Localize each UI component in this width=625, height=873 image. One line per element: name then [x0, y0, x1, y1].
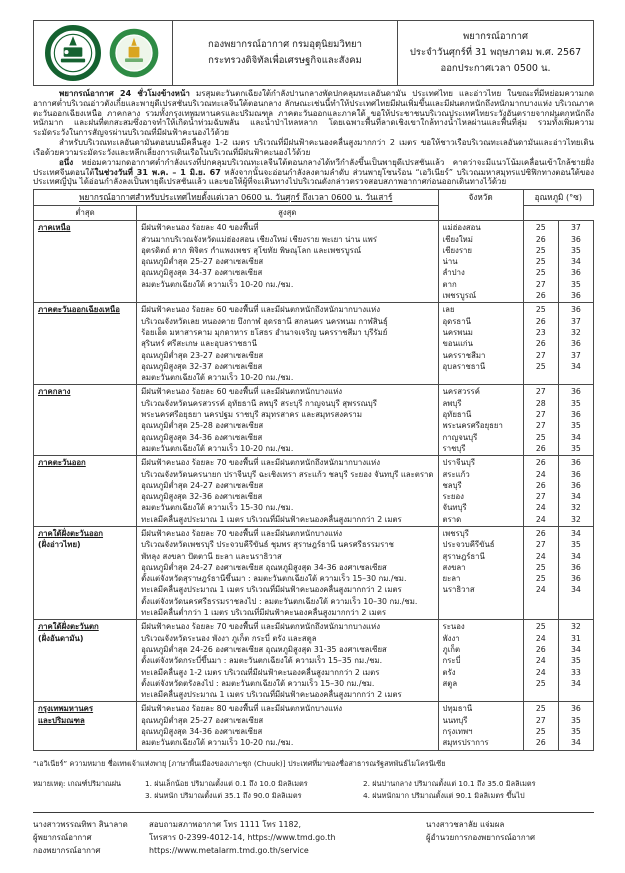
province-min-temp: 24	[535, 503, 546, 513]
province-name: ปราจีนบุรี	[442, 458, 476, 468]
metalarm-website-link[interactable]: https://www.metalarm.tmd.go.th/service	[149, 845, 309, 855]
region-name: ภาคกลาง	[38, 387, 71, 397]
province-min-temp: 27	[535, 350, 546, 360]
forecast-line: มีฝนฟ้าคะนอง ร้อยละ 40 ของพื้นที่	[141, 223, 259, 233]
province-max-temp: 31	[570, 633, 581, 643]
region-description-cell	[137, 620, 438, 702]
province-name: ลำปาง	[442, 268, 465, 278]
province-max-temp: 34	[570, 551, 581, 561]
province-max-temp: 34	[570, 678, 581, 688]
province-max-temp: 32	[570, 327, 581, 337]
province-min-temp: 24	[535, 469, 546, 479]
forecast-line: บริเวณจังหวัดนครนายก ปราจีนบุรี ฉะเชิงเทรา สระแก้ว ชลบุรี ระยอง จันทบุรี และตราด	[141, 469, 434, 479]
province-min-temp: 25	[535, 223, 546, 233]
region-row	[34, 702, 594, 750]
forecast-line: ทะเลมีคลื่นต่ำกว่า 1 เมตร บริเวณที่มีฝนฟ้าคะนองคลื่นสูงมากกว่า 2 เมตร	[141, 608, 387, 618]
province-min-temp: 25	[535, 678, 546, 688]
province-name: ยะลา	[442, 574, 461, 584]
province-max-temp: 36	[570, 574, 581, 584]
province-name: ตราด	[442, 514, 462, 524]
paragraph-lead: พยากรณ์อากาศ 24 ชั่วโมงข้างหน้า	[59, 89, 190, 98]
province-list-cell	[438, 527, 523, 620]
province-name: จันทบุรี	[442, 503, 467, 513]
province-max-temp: 35	[570, 715, 581, 725]
province-name: สระแก้ว	[442, 469, 470, 479]
province-min-temp: 24	[535, 585, 546, 595]
min-temp-cell	[523, 702, 558, 750]
province-name: ราชบุรี	[442, 443, 466, 453]
province-min-temp: 26	[535, 480, 546, 490]
province-max-temp: 36	[570, 291, 581, 301]
forecast-line: ลมตะวันตกเฉียงใต้ ความเร็ว 10-20 กม./ชม.	[141, 738, 294, 748]
province-min-temp: 28	[535, 398, 546, 408]
province-max-temp: 34	[570, 361, 581, 371]
province-min-temp: 24	[535, 633, 546, 643]
province-max-temp: 35	[570, 656, 581, 666]
province-min-temp: 27	[535, 387, 546, 397]
province-min-temp: 26	[535, 458, 546, 468]
forecast-line: บริเวณจังหวัดนครสวรรค์ อุทัยธานี ลพบุรี สระบุรี กาญจนบุรี สุพรรณบุรี	[141, 398, 377, 408]
forecast-line: ทะเลมีคลื่นสูงประมาณ 1 เมตร บริเวณที่มีฝนฟ้าคะนองคลื่นสูงมากกว่า 2 เมตร	[141, 514, 402, 524]
province-min-temp: 27	[535, 540, 546, 550]
province-max-temp: 32	[570, 622, 581, 632]
province-min-temp: 27	[535, 410, 546, 420]
province-name: เพชรบูรณ์	[442, 291, 477, 301]
province-max-temp: 35	[570, 727, 581, 737]
rain-criteria-label: หมายเหตุ: เกณฑ์ปริมาณฝน	[33, 778, 122, 788]
forecast-line: ตั้งแต่จังหวัดตรังลงไป : ลมตะวันตกเฉียงใต้ ความเร็ว 15–30 กม./ชม.	[141, 678, 375, 688]
province-min-temp: 25	[535, 574, 546, 584]
forecast-line: ทะเลมีคลื่นสูงประมาณ 1 เมตร บริเวณที่มีฝนฟ้าคะนองคลื่นสูงมากกว่า 2 เมตร	[141, 585, 402, 595]
province-max-temp: 34	[570, 492, 581, 502]
forecast-line: อุตรดิตถ์ ตาก พิจิตร กำแพงเพชร สุโขทัย พิษณุโลก และเพชรบูรณ์	[141, 245, 362, 255]
forecast-line: มีฝนฟ้าคะนอง ร้อยละ 70 ของพื้นที่ และมีฝนตกหนักถึงหนักมากบางแห่ง	[141, 458, 381, 468]
storm-period-bold: ในช่วงวันที่ 31 พ.ค. – 1 มิ.ย. 67	[94, 167, 221, 177]
forecast-line: อุณหภูมิต่ำสุด 25-28 องศาเซลเซียส	[141, 421, 264, 431]
province-name: นนทบุรี	[442, 715, 468, 725]
rain-criteria-item: 2. ฝนปานกลาง ปริมาณตั้งแต่ 10.1 ถึง 35.0 มิลลิเมตร	[363, 778, 536, 788]
province-name: ประจวบคีรีขันธ์	[442, 540, 495, 550]
province-name: อุดรธานี	[442, 316, 471, 326]
forecaster-signature	[33, 818, 149, 857]
province-max-temp: 36	[570, 480, 581, 490]
province-min-temp: 25	[535, 622, 546, 632]
region-row	[34, 303, 594, 385]
region-row	[34, 221, 594, 303]
province-max-temp: 35	[570, 245, 581, 255]
province-max-temp: 34	[570, 644, 581, 654]
province-max-temp: 36	[570, 562, 581, 572]
region-description-cell	[137, 221, 438, 303]
province-max-temp: 34	[570, 529, 581, 538]
region-description-cell	[137, 456, 438, 527]
province-min-temp: 25	[535, 432, 546, 442]
forecast-line: อุณหภูมิสูงสุด 34-37 องศาเซลเซียส	[141, 268, 263, 278]
province-min-temp: 27	[535, 492, 546, 502]
province-min-temp: 25	[535, 361, 546, 371]
min-temp-cell	[523, 456, 558, 527]
bulletin-meta	[397, 21, 593, 85]
province-min-temp: 24	[535, 656, 546, 666]
forecast-line: อุณหภูมิต่ำสุด 24-27 องศาเซลเซียส	[141, 480, 264, 490]
region-name: ภาคใต้ฝั่งตะวันออก	[38, 529, 104, 538]
province-name: กรุงเทพฯ	[442, 727, 473, 737]
forecast-line: อุณหภูมิต่ำสุด 23-27 องศาเซลเซียส	[141, 350, 264, 360]
forecast-line: ทะเลมีคลื่นสูงประมาณ 1 เมตร บริเวณที่มีฝนฟ้าคะนองคลื่นสูงมากกว่า 2 เมตร	[141, 690, 402, 700]
region-name-cell	[34, 303, 137, 385]
region-name-cell	[34, 385, 137, 456]
province-max-temp: 35	[570, 398, 581, 408]
province-name: ระนอง	[442, 622, 465, 632]
province-min-temp: 25	[535, 305, 546, 315]
forecast-line: ลมตะวันตกเฉียงใต้ ความเร็ว 15-30 กม./ชม.	[141, 503, 294, 513]
province-max-temp: 36	[570, 704, 581, 714]
forecast-line: พัทลุง สงขลา ปัตตานี ยะลา และนราธิวาส	[141, 551, 282, 561]
province-max-temp: 32	[570, 514, 581, 524]
province-max-temp: 37	[570, 316, 581, 326]
province-min-temp: 25	[535, 704, 546, 714]
max-temp-cell	[558, 221, 593, 303]
province-min-temp: 27	[535, 715, 546, 725]
column-header-max-temp: สูงสุด	[137, 206, 438, 221]
forecast-line: อุณหภูมิต่ำสุด 25-27 องศาเซลเซียส	[141, 715, 264, 725]
forecast-line: มีฝนฟ้าคะนอง ร้อยละ 70 ของพื้นที่ และมีฝนตกหนักถึงหนักมากบางแห่ง	[141, 622, 381, 632]
bulletin-issue-time: ออกประกาศเวลา 0500 น.	[440, 63, 551, 75]
province-name: อุทัยธานี	[442, 410, 472, 420]
forecast-line: บริเวณจังหวัดเพชรบุรี ประจวบคีรีขันธ์ ชุมพร สุราษฎร์ธานี นครศรีธรรมราช	[141, 540, 394, 550]
forecast-line: มีฝนฟ้าคะนอง ร้อยละ 60 ของพื้นที่ และมีฝนตกหนักบางแห่ง	[141, 387, 343, 397]
region-name: และปริมณฑล	[38, 715, 85, 725]
region-description-cell	[137, 527, 438, 620]
province-min-temp: 24	[535, 667, 546, 677]
column-header-min-temp: ต่ำสุด	[34, 206, 137, 221]
province-min-temp: 25	[535, 245, 546, 255]
paragraph-text: มรสุมตะวันตกเฉียงใต้กำลังปานกลางพัดปกคลุมทะเลอันดามัน ประเทศไทย และอ่าวไทย ในขณะที่มีหย่อมความกดอากาศต่ำบริเวณอ่าวตังเกี๋ยและพายุดีเปรสชันบริเวณทะเลจีนใต้ตอนกลาง ลักษณะเช่นนี้ทำให้ประเทศไทยมีฝนเพิ่มขึ้นและมีฝนตกหนักถึงหนักมากบางแห่ง บริเวณภาคตะวันออกเฉียงเหนือ ภาคกลาง รวมทั้งกรุงเทพมหานครและปริมณฑล ภาคตะวันออกและภาคใต้ ขอให้ประชาชนบริเวณประเทศไทยระวังอันตรายจากฝนตกหนักถึงหนักมาก และฝนที่ตกสะสมซึ่งอาจทำให้เกิดน้ำท่วมฉับพลัน และน้ำป่าไหลหลาก โดยเฉพาะพื้นที่ลาดเชิงเขาใกล้ทางน้ำไหลผ่านและพื้นที่ลุ่ม รวมทั้งเพิ่มความระมัดระวังในการสัญจรผ่านบริเวณที่มีฝนฟ้าคะนองไว้ด้วย	[33, 89, 594, 138]
province-name: ปทุมธานี	[442, 704, 473, 714]
paragraph-storm-advisory	[33, 158, 594, 187]
column-header-province: จังหวัด	[438, 190, 523, 221]
province-max-temp: 36	[570, 458, 581, 468]
document-footer	[33, 812, 594, 857]
min-temp-cell	[523, 385, 558, 456]
forecast-line: ลมตะวันตกเฉียงใต้ ความเร็ว 10-20 กม./ชม.	[141, 373, 294, 383]
province-name: ชลบุรี	[442, 480, 462, 490]
bulletin-title: พยากรณ์อากาศ	[463, 30, 528, 42]
province-list-cell	[438, 303, 523, 385]
rain-criteria-item: 1. ฝนเล็กน้อย ปริมาณตั้งแต่ 0.1 ถึง 10.0 มิลลิเมตร	[145, 778, 308, 788]
province-name: น่าน	[442, 257, 458, 267]
max-temp-cell	[558, 620, 593, 702]
max-temp-cell	[558, 456, 593, 527]
max-temp-cell	[558, 303, 593, 385]
province-max-temp: 34	[570, 738, 581, 748]
province-min-temp: 27	[535, 279, 546, 289]
table-header-row-1	[34, 190, 594, 206]
forecast-line: มีฝนฟ้าคะนอง ร้อยละ 80 ของพื้นที่ และมีฝนตกหนักบางแห่ง	[141, 704, 343, 714]
contact-phone: สอบถามสภาพอากาศ โทร 1111 โทร 1182,	[149, 819, 302, 829]
province-name: พระนครศรีอยุธยา	[442, 421, 503, 431]
region-row	[34, 385, 594, 456]
province-min-temp: 26	[535, 234, 546, 244]
forecast-line: อุณหภูมิต่ำสุด 24-26 องศาเซลเซียส อุณหภูมิสูงสุด 31-35 องศาเซลเซียส	[141, 644, 387, 654]
paragraph-sea-conditions: สำหรับบริเวณทะเลอันดามันตอนบนมีคลื่นสูง 1-2 เมตร บริเวณที่มีฝนฟ้าคะนองคลื่นสูงมากกว่า 2 เมตร ขอให้ชาวเรือบริเวณทะเลอันดามันและอ่าวไทยเดินเรือด้วยความระมัดระวังและหลีกเลี่ยงการเดินเรือในบริเวณที่มีฝนฟ้าคะนองไว้ด้วย	[33, 138, 594, 157]
forecast-line: มีฝนฟ้าคะนอง ร้อยละ 70 ของพื้นที่ และมีฝนตกหนักบางแห่ง	[141, 529, 343, 538]
province-name: เพชรบุรี	[442, 529, 469, 538]
province-name: นครสวรรค์	[442, 387, 480, 397]
region-name: ภาคตะวันออก	[38, 458, 86, 468]
province-name: เชียงใหม่	[442, 234, 473, 244]
province-max-temp: 32	[570, 503, 581, 513]
province-name: สตูล	[442, 678, 458, 688]
max-temp-cell	[558, 702, 593, 750]
director-name: นางสาวชลาลัย แจ่มผล	[426, 819, 505, 829]
bulletin-date: ประจำวันศุกร์ที่ 31 พฤษภาคม พ.ศ. 2567	[409, 46, 582, 58]
province-max-temp: 36	[570, 469, 581, 479]
province-min-temp: 26	[535, 316, 546, 326]
rain-criteria-note	[33, 779, 594, 802]
forecast-line: อุณหภูมิสูงสุด 32-37 องศาเซลเซียส	[141, 361, 263, 371]
forecaster-title: ผู้พยากรณ์อากาศ	[33, 832, 92, 842]
forecast-line: สุรินทร์ ศรีสะเกษ และอุบลราชธานี	[141, 339, 258, 349]
province-min-temp: 25	[535, 257, 546, 267]
forecast-line: ลมตะวันตกเฉียงใต้ ความเร็ว 10-20 กม./ชม.	[141, 279, 294, 289]
director-title: ผู้อำนวยการกองพยากรณ์อากาศ	[426, 832, 536, 842]
forecast-table-body	[34, 221, 594, 750]
province-max-temp: 34	[570, 432, 581, 442]
min-temp-cell	[523, 620, 558, 702]
region-name-cell	[34, 702, 137, 750]
province-max-temp: 35	[570, 540, 581, 550]
table-title: พยากรณ์อากาศสำหรับประเทศไทยตั้งแต่เวลา 0600 น. วันศุกร์ ถึงเวลา 0600 น. วันเสาร์	[34, 190, 439, 206]
province-max-temp: 37	[570, 350, 581, 360]
province-max-temp: 34	[570, 257, 581, 267]
province-name: สมุทรปราการ	[442, 738, 489, 748]
tmd-seal-icon	[107, 26, 161, 80]
region-description-cell	[137, 303, 438, 385]
province-name: สงขลา	[442, 562, 466, 572]
forecast-line: บริเวณจังหวัดระนอง พังงา ภูเก็ต กระบี่ ตรัง และสตูล	[141, 633, 317, 643]
forecast-summary	[33, 89, 594, 187]
region-name-cell	[34, 620, 137, 702]
province-name: ตรัง	[442, 667, 456, 677]
province-name: แม่ฮ่องสอน	[442, 223, 481, 233]
province-max-temp: 36	[570, 305, 581, 315]
region-name-cell	[34, 527, 137, 620]
paragraph-text: หย่อมความกดอากาศต่ำกำลังแรงที่ปกคลุมบริเวณทะเลจีนใต้ตอนกลางได้ทวีกำลังขึ้นเป็นพายุดีเปรสชันแล้ว คาดว่าจะมีแนวโน้มเคลื่อนเข้าใกล้ชายฝั่งประเทศจีนตอนใต้	[33, 157, 594, 177]
min-temp-cell	[523, 527, 558, 620]
province-name: สุราษฎร์ธานี	[442, 551, 485, 561]
province-min-temp: 25	[535, 268, 546, 278]
column-header-temperature: อุณหภูมิ (°ซ)	[523, 190, 593, 206]
forecast-line: บริเวณจังหวัดเลย หนองคาย บึงกาฬ อุดรธานี สกลนคร นครพนม กาฬสินธุ์	[141, 316, 388, 326]
province-min-temp: 26	[535, 529, 546, 538]
region-description-cell	[137, 385, 438, 456]
province-name: กระบี่	[442, 656, 461, 666]
region-name: กรุงเทพมหานคร	[38, 704, 94, 714]
director-signature	[426, 818, 594, 857]
forecast-line: มีฝนฟ้าคะนอง ร้อยละ 60 ของพื้นที่ และมีฝนตกหนักถึงหนักมากบางแห่ง	[141, 305, 381, 315]
province-list-cell	[438, 385, 523, 456]
max-temp-cell	[558, 527, 593, 620]
storm-name-note: “เอวิเนียร์” ความหมาย ชื่อเทพเจ้าแห่งพายุ [ภาษาพื้นเมืองของเกาะชุก (Chuuk)] ประเทศที่มาของชื่อสาธารณรัฐสหพันธ์ไมโครนีเซีย	[33, 758, 446, 768]
province-min-temp: 26	[535, 738, 546, 748]
document-header	[33, 20, 594, 86]
province-min-temp: 26	[535, 291, 546, 301]
province-max-temp: 36	[570, 268, 581, 278]
contact-info	[149, 818, 426, 857]
region-row	[34, 456, 594, 527]
province-name: ลพบุรี	[442, 398, 462, 408]
forecast-line: ตั้งแต่จังหวัดนครศรีธรรมราชลงไป : ลมตะวันตกเฉียงใต้ ความเร็ว 10–30 กม./ชม.	[141, 596, 418, 606]
province-list-cell	[438, 702, 523, 750]
province-min-temp: 25	[535, 562, 546, 572]
forecast-line: ลมตะวันตกเฉียงใต้ ความเร็ว 10-20 กม./ชม.	[141, 443, 294, 453]
rain-criteria-item: 4. ฝนหนักมาก ปริมาณตั้งแต่ 90.1 มิลลิเมตร ขึ้นไป	[363, 790, 525, 800]
contact-fax-website-link[interactable]: โทรสาร 0-2399-4012-14, https://www.tmd.go.th	[149, 832, 336, 842]
province-max-temp: 33	[570, 667, 581, 677]
forecaster-name: นางสาวพรรณทิพา สินาลาด	[33, 819, 128, 829]
region-row	[34, 527, 594, 620]
paragraph-text: หลังจากนั้นจะอ่อนกำลังลงตามลำดับ ส่วนพายุโซนร้อน “เอวิเนียร์” บริเวณมหาสมุทรแปซิฟิกทางตอนใต้ของประเทศญี่ปุ่น ได้อ่อนกำลังลงเป็นพายุดีเปรสชันแล้ว และขอให้ผู้ที่จะเดินทางไปบริเวณดังกล่าวตรวจสอบสภาพอากาศก่อนออกเดินทางไว้ด้วย	[33, 167, 594, 187]
forecast-line: ส่วนมากบริเวณจังหวัดแม่ฮ่องสอน เชียงใหม่ เชียงราย พะเยา น่าน แพร่	[141, 234, 377, 244]
province-name: พังงา	[442, 633, 460, 643]
province-min-temp: 27	[535, 421, 546, 431]
province-min-temp: 26	[535, 339, 546, 349]
province-list-cell	[438, 620, 523, 702]
province-max-temp: 37	[570, 223, 581, 233]
forecast-line: อุณหภูมิสูงสุด 32-36 องศาเซลเซียส	[141, 492, 263, 502]
forecaster-division: กองพยากรณ์อากาศ	[33, 845, 101, 855]
province-min-temp: 24	[535, 551, 546, 561]
province-list-cell	[438, 456, 523, 527]
province-name: นครพนม	[442, 327, 473, 337]
region-description-cell	[137, 702, 438, 750]
province-name: ระยอง	[442, 492, 464, 502]
province-name: เลย	[442, 305, 455, 315]
org-name-line1: กองพยากรณ์อากาศ กรมอุตุนิยมวิทยา	[208, 38, 362, 50]
province-name: กาญจนบุรี	[442, 432, 478, 442]
province-list-cell	[438, 221, 523, 303]
paragraph-lead: อนึ่ง	[59, 157, 74, 167]
province-name: เชียงราย	[442, 245, 472, 255]
issuing-org	[172, 21, 397, 85]
region-name: (ฝั่งอ่าวไทย)	[38, 540, 81, 550]
forecast-line: อุณหภูมิสูงสุด 34-36 องศาเซลเซียส	[141, 727, 263, 737]
paragraph-forecast-24h	[33, 89, 594, 138]
forecast-line: ทะเลมีคลื่นสูง 1-2 เมตร บริเวณที่มีฝนฟ้าคะนองคลื่นสูงมากกว่า 2 เมตร	[141, 667, 380, 677]
province-max-temp: 36	[570, 410, 581, 420]
forecast-line: อุณหภูมิต่ำสุด 24-27 องศาเซลเซียส อุณหภูมิสูงสุด 34-36 องศาเซลเซียส	[141, 562, 387, 572]
logo-cell	[34, 21, 172, 85]
min-temp-cell	[523, 221, 558, 303]
province-min-temp: 24	[535, 514, 546, 524]
rain-criteria-grid	[145, 779, 536, 802]
province-max-temp: 36	[570, 234, 581, 244]
province-min-temp: 26	[535, 644, 546, 654]
province-max-temp: 35	[570, 279, 581, 289]
org-name-line2: กระทรวงดิจิทัลเพื่อเศรษฐกิจและสังคม	[208, 55, 362, 66]
rain-criteria-item: 3. ฝนหนัก ปริมาณตั้งแต่ 35.1 ถึง 90.0 มิลลิเมตร	[145, 790, 302, 800]
province-name: อุบลราชธานี	[442, 361, 486, 371]
forecast-line: ตั้งแต่จังหวัดกระบี่ขึ้นมา : ลมตะวันตกเฉียงใต้ ความเร็ว 15–35 กม./ชม.	[141, 656, 383, 666]
region-name: ภาคใต้ฝั่งตะวันตก	[38, 622, 99, 632]
region-name: ภาคตะวันออกเฉียงเหนือ	[38, 305, 120, 315]
province-min-temp: 25	[535, 727, 546, 737]
province-max-temp: 36	[570, 339, 581, 349]
province-min-temp: 23	[535, 327, 546, 337]
forecast-line: ร้อยเอ็ด มหาสารคาม มุกดาหาร ยโสธร อำนาจเจริญ นครราชสีมา บุรีรัมย์	[141, 327, 388, 337]
min-temp-cell	[523, 303, 558, 385]
region-name-cell	[34, 221, 137, 303]
province-min-temp: 26	[535, 443, 546, 453]
province-name: นราธิวาส	[442, 585, 475, 595]
region-row	[34, 620, 594, 702]
forecast-line: ตั้งแต่จังหวัดสุราษฎร์ธานีขึ้นมา : ลมตะวันตกเฉียงใต้ ความเร็ว 15–30 กม./ชม.	[141, 574, 407, 584]
province-name: ตาก	[442, 279, 457, 289]
province-name: นครราชสีมา	[442, 350, 486, 360]
regional-forecast-table	[33, 189, 594, 750]
province-max-temp: 34	[570, 585, 581, 595]
ministry-seal-icon	[45, 25, 101, 81]
region-name: (ฝั่งอันดามัน)	[38, 633, 84, 643]
region-name-cell	[34, 456, 137, 527]
forecast-line: อุณหภูมิสูงสุด 34-36 องศาเซลเซียส	[141, 432, 263, 442]
province-name: ภูเก็ต	[442, 644, 461, 654]
province-name: ขอนแก่น	[442, 339, 473, 349]
max-temp-cell	[558, 385, 593, 456]
region-name: ภาคเหนือ	[38, 223, 71, 233]
province-max-temp: 36	[570, 387, 581, 397]
province-max-temp: 35	[570, 443, 581, 453]
forecast-line: พระนครศรีอยุธยา นครปฐม ราชบุรี สมุทรสาคร และสมุทรสงคราม	[141, 410, 362, 420]
province-max-temp: 35	[570, 421, 581, 431]
forecast-line: อุณหภูมิต่ำสุด 25-27 องศาเซลเซียส	[141, 257, 264, 267]
